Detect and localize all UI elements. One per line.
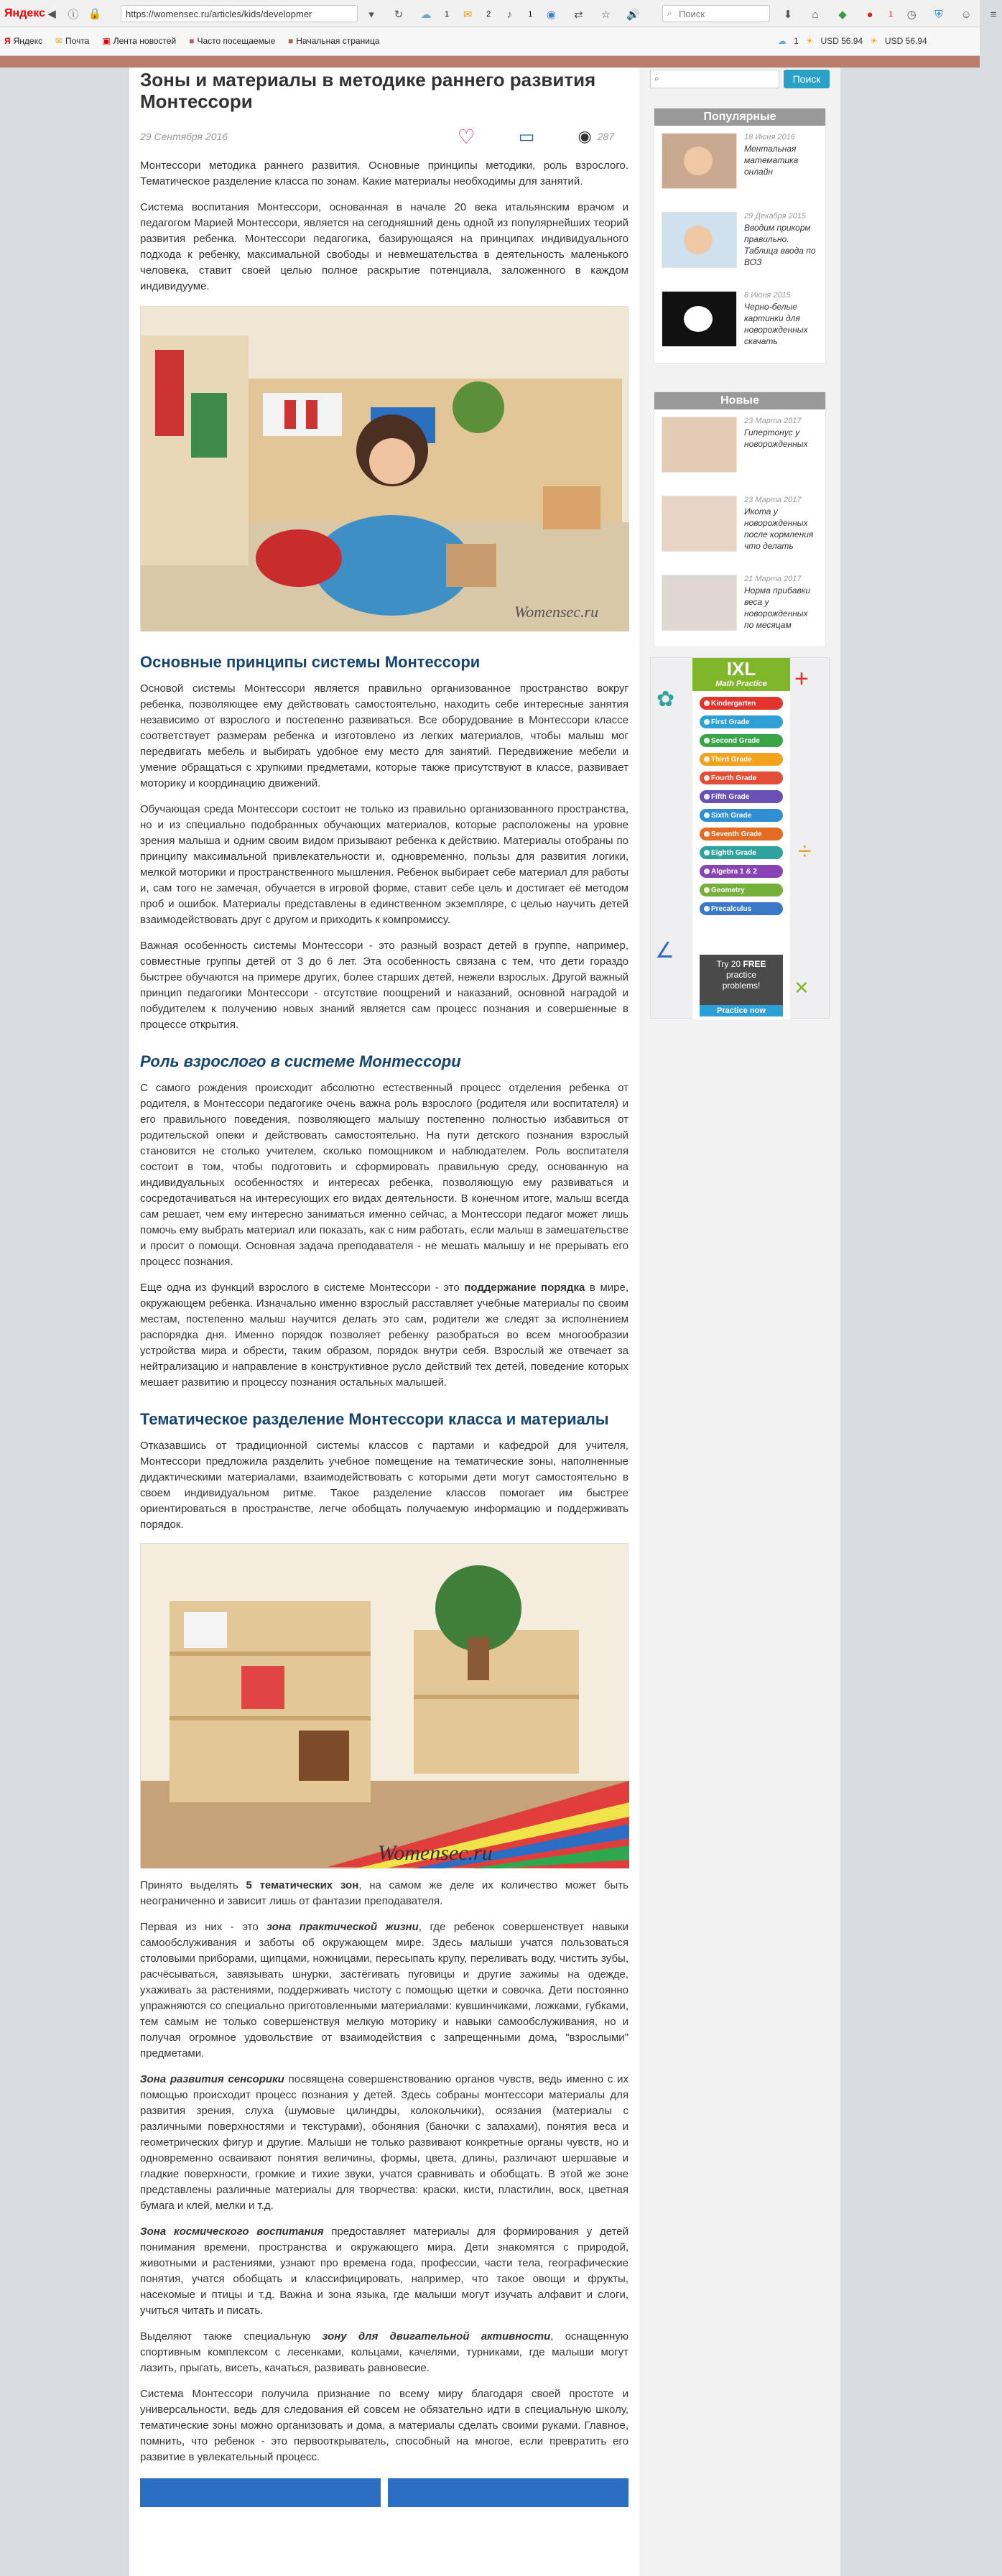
paragraph: Зона развития сенсорики посвящена совершенствованию органов чувств, ведь именно с их помощью происходит процесс познания у детей. Здесь собраны монтессори материалы для развития зрения, слуха (шумовые цилиндры, колокольчики), осязания (материалы с различными поверхностями и текстурами), обоняния (баночки с запахами), понятия веса и геометрических фигур и другие. Малыши не только развивают конкретные органы чувств, но и одновременно осваивают понятия величины, формы, цвета, длины, различают шершавые и гладкие поверхности, громкие и тихие звуки, учатся сравнивать и обобщать. В этой же зоне представлены различные материалы для творчества: краски, кисти, пластилин, воск, цветная бумага и клей, мелки и т.д. xyxy=(140,2073,628,2212)
ad-grade-button[interactable]: Sixth Grade xyxy=(700,809,783,822)
weather-sun-icon: ☀ xyxy=(870,36,878,46)
like-heart-icon[interactable]: ♡ xyxy=(457,125,476,148)
hero-image-child-playing xyxy=(140,306,628,631)
ad-logo: IXL xyxy=(726,658,756,680)
new-heading: Новые xyxy=(654,392,825,409)
yandex-y-icon: Я xyxy=(4,36,11,46)
mail-icon[interactable]: ✉ xyxy=(463,9,473,21)
badge-mail: 2 xyxy=(486,10,491,19)
thumbnail xyxy=(662,291,737,347)
section-heading: Основные принципы системы Монтессори xyxy=(140,653,481,671)
ad-grade-button[interactable]: Fourth Grade xyxy=(700,772,783,784)
ad-offer: Try 20 FREE practice problems! xyxy=(700,955,783,1005)
popular-heading: Популярные xyxy=(654,108,825,126)
bookmark-icon[interactable]: ☆ xyxy=(600,9,611,21)
ad-grade-button[interactable]: Eighth Grade xyxy=(700,846,783,859)
watermark: Womensec.ru xyxy=(378,1841,493,1865)
badge-cloud: 1 xyxy=(794,36,799,46)
thumbnail xyxy=(662,575,737,631)
badge-notification: 1 xyxy=(889,10,894,19)
bottom-ad-banner-left[interactable] xyxy=(140,2478,381,2507)
usd-rate-2[interactable]: USD 56.94 xyxy=(884,36,927,46)
watermark: Womensec.ru xyxy=(514,603,599,621)
ad-grade-button[interactable]: Kindergarten xyxy=(700,697,783,710)
triangle-icon: ∠ xyxy=(655,939,674,963)
section-heading: Роль взрослого в системе Монтессори xyxy=(140,1052,461,1070)
paragraph: Система воспитания Монтессори, основанная в начале 20 века итальянским врачом и педагогом Марией Монтессори, является на сегодняшний день одной из популярнейших теорий развития ребенка. Монтессори педагогика, базирующаяся на принципах индивидуального подхода к ребенку, максимальной свободы и невмешательства в деятельность маленького человека, ставит своей целью полное раскрытие потенциала, заложенного в каждом индивидууме. xyxy=(140,201,628,292)
ad-grade-button[interactable]: Geometry xyxy=(700,884,783,896)
history-icon[interactable]: ◷ xyxy=(906,9,917,21)
search-icon: ⌕ xyxy=(654,73,659,83)
bookmark-news[interactable]: ▣ Лента новостей xyxy=(102,36,177,46)
paragraph: Зона космического воспитания предоставляет материалы для формирования у детей понимания времени, пространства и окружающего мира. Дети знакомятся с природой, животными и растениями, узнают про времена года, профессии, части тела, географические понятия, учатся обобщать и классифицировать, например, что такое овощи и фрукты, насекомые и птицы и т.д. Важна и зона языка, где малыши могут изучать алфавит и слоги, учиться читать и писать. xyxy=(140,2225,628,2317)
paragraph: Основой системы Монтессори является правильно организованное пространство вокруг ребенка, позволяющее ему действовать самостоятельно, находить себе интересные занятия независимо от взрослого и постепенно развиваться. Все оборудование в Монтессори классе соответствует размерам ребенка и изготовлено из легких материалов, чтобы малыш мог передвигать мебель и выбирать удобное ему место для занятий. Передвижение мебели и умение обращаться с хрупкими предметами, которые также присутствуют в классе, развивает моторику и координацию движений. xyxy=(140,682,628,789)
popular-block xyxy=(654,108,826,363)
user-icon[interactable]: ☺ xyxy=(960,8,972,21)
times-sign-icon: × xyxy=(794,974,809,1001)
corner-icon: ✿ xyxy=(657,687,675,711)
news-icon: ▣ xyxy=(102,36,111,46)
folder-icon: ■ xyxy=(189,36,195,46)
bookmark-frequent[interactable]: ■ Часто посещаемые xyxy=(189,36,276,46)
ad-cta-button[interactable]: Practice now xyxy=(700,1005,783,1016)
classroom-illustration xyxy=(141,1544,629,1868)
bookmark-mail[interactable]: ✉ Почта xyxy=(55,36,90,46)
site-search-input[interactable] xyxy=(650,70,779,88)
ad-logo-block xyxy=(692,658,790,691)
weather-icon[interactable]: ☁ xyxy=(420,9,432,21)
paragraph: С самого рождения происходит абсолютно естественный процесс отделения ребенка от родителя, в Монтессори педагогике очень важна роль взрослого (родителя или воспитателя) и его правильного поведения, позволяющего малышу постепенно полностью избавиться от родительской опеки и действовать самостоятельно. На пути детского познания взрослый становится не столько учителем, сколько помощником и наблюдателем. Роль воспитателя состоит в том, чтобы подготовить и сформировать правильную среду, основанную на индивидуальных особенностях и интересах ребенка, позволяющую ему развиваться и сосредотачиваться на интересующих его видах деятельности. В конечном итоге, малыш всегда сам решает, чем ему интересно заниматься именно сейчас, а Монтессори педагог может лишь помочь ему выбрать материал или показать, как с ним работать, если малыш в замешательстве и просит о помощи. Основная задача преподавателя - не мешать малышу и не прерывать его процесс познания. xyxy=(140,1082,628,1268)
shield-icon[interactable]: ⛨ xyxy=(934,8,943,21)
dropdown-icon[interactable]: ▾ xyxy=(368,9,374,21)
info-icon[interactable]: ⓘ xyxy=(68,8,79,21)
site-search-button[interactable]: Поиск xyxy=(784,70,830,88)
badge-music: 1 xyxy=(528,10,533,19)
paragraph: Принято выделять 5 тематических зон, на самом же деле их количество может быть неограниченно и зависит лишь от фантазии преподавателя. xyxy=(140,1879,628,1907)
paragraph: Отказавшись от традиционной системы классов с партами и кафедрой для учителя, Монтессори предложила разделить учебное помещение на тематические зоны, наполненные дидактическими материалами, взаимодействовать с которыми дети могут самостоятельно в своем индивидуальном ритме. Такое разделение классов помогает им быстрее ориентироваться в пространстве, легче обобщать получаемую информацию и поддерживать порядок. xyxy=(140,1440,628,1531)
extension-icon[interactable]: ◆ xyxy=(838,9,847,21)
thumbnail xyxy=(662,417,737,473)
ad-subtitle: Math Practice xyxy=(715,680,767,688)
weather-sun-icon: ☀ xyxy=(805,36,814,46)
section-heading: Тематическое разделение Монтессори класса и материалы xyxy=(140,1410,609,1428)
paragraph: Обучающая среда Монтессори состоит не только из правильно организованного пространства, но и из специально подобранных обучающих материалов, которые расположены на уровне зрения малыша и одним своим видом призывают ребенка к действию. Материалы отобраны по принципу максимальной привлекательности и, одновременно, пользы для развития логики, мелкой моторики и пространственного мышления. Ребенок выбирает себе материал для работы и, сам того не замечая, обучается в игровой форме, ставит себе цель и достигает её методом проб и ошибок. Материалы представлены в единственном экземпляре, с целью научить детей взаимодействовать друг с другом и приходить к компромиссу. xyxy=(140,803,628,926)
ad-grade-list xyxy=(700,697,783,921)
paragraph: Система Монтессори получила признание по всему миру благодаря своей простоте и универсальности, ведь для следования ей совсем не обязательно идти в специальную школу, тематические зоны можно организовать и дома, а материалы сделать своими руками. Главное, помнить, что ребенок - это первооткрыватель, способный на многое, если превратить его развитие в увлекательный процесс. xyxy=(140,2388,628,2463)
thumbnail xyxy=(662,212,737,268)
translate-icon[interactable]: ⇄ xyxy=(574,9,583,21)
article xyxy=(140,68,628,2507)
search-icon: ⌕ xyxy=(667,8,672,18)
bookmarks-bar xyxy=(0,27,980,56)
article-lead: Монтессори методика раннего развития. Основные принципы методики, роль взрослого. Тематическое разделение класса по зонам. Какие материалы необходимы для занятий. xyxy=(140,159,628,187)
search-input[interactable] xyxy=(662,5,770,22)
ad-grade-button[interactable]: Fifth Grade xyxy=(700,790,783,803)
ad-grade-button[interactable]: Precalculus xyxy=(700,902,783,915)
ad-grade-button[interactable]: Third Grade xyxy=(700,753,783,766)
address-bar[interactable] xyxy=(121,5,358,22)
yandex-logo[interactable]: Яндекс xyxy=(4,7,45,19)
ad-grade-button[interactable]: Algebra 1 & 2 xyxy=(700,865,783,878)
envelope-icon: ✉ xyxy=(55,36,63,46)
refresh-icon[interactable]: ↻ xyxy=(394,9,404,21)
menu-icon[interactable]: ≡ xyxy=(990,8,997,21)
paragraph: Первая из них - это зона практической жизни, где ребенок совершенствует навыки самообслуживания и заботы об окружающем мире. Здесь малыши учатся пользоваться столовыми приборами, щипцами, ножницами, пересыпать крупу, переливать воду, чистить зубы, расчёсываться, завязывать шнурки, застёгивать пуговицы и другие зажимы на одежде, ухаживать за растениями, поддерживать чистоту с помощью щетки и совочка. Дети постоянно упражняются со специально приготовленными материалами: кувшинчиками, ложками, губками, тем самым не только совершенствуя мелкую моторику и навыки самообслуживания, но и получая огромное удовольствие от взаимодействия с запрещенными дома, "взрослыми" предметами. xyxy=(140,1921,628,2060)
bookmark-yandex[interactable]: Я Яндекс xyxy=(4,36,42,46)
new-item[interactable]: 23 Марта 2017 Гипертонус у новорожденных xyxy=(654,409,825,488)
article-title: Зоны и материалы в методике раннего развития Монтессори xyxy=(140,69,596,112)
paragraph: Еще одна из функций взрослого в системе Монтессори - это поддержание порядка в мире, окружающем ребенка. Изначально именно взрослый расставляет учебные материалы по своим местам, постепенно малыш научится делать это сам, родители же следят за исполнением распорядка дня. Именно порядок позволяет ребенку разобраться во всем многообразии устройства мира и обрести, таким образом, порядок внутри себя. Взрослый же отвечает за нейтрализацию и направление в конструктивное русло действий тех детей, поведение которых мешает развитию и процессу познания остальных малышей. xyxy=(140,1282,629,1389)
popular-item[interactable]: 8 Июня 2015 Черно-белые картинки для новорожденных скачать xyxy=(654,284,825,363)
folder-icon: ■ xyxy=(288,36,294,46)
notification-icon[interactable]: ● xyxy=(866,8,873,21)
home-icon[interactable]: ⌂ xyxy=(812,8,819,21)
volume-icon[interactable]: 🔊 xyxy=(626,9,640,21)
bottom-ad-banner-right[interactable] xyxy=(388,2478,628,2507)
paragraph: Выделяют также специальную зону для двигательной активности, оснащенную спортивным комплексом с лесенками, кольцами, качелями, турниками, где малыши могут лазить, прыгать, висеть, качаться, развивать равновесие. xyxy=(140,2330,628,2374)
back-icon[interactable]: ◀ xyxy=(47,8,56,20)
eye-icon: ◉ xyxy=(577,127,592,145)
hero-illustration xyxy=(141,307,629,631)
article-date: 29 Сентября 2016 xyxy=(140,131,228,142)
ad-grade-button[interactable]: Second Grade xyxy=(700,734,783,747)
disk-icon[interactable]: ◉ xyxy=(546,9,556,21)
usd-rate-1[interactable]: USD 56.94 xyxy=(820,36,863,46)
thumbnail xyxy=(662,133,737,189)
music-icon[interactable]: ♪ xyxy=(506,8,512,21)
divide-sign-icon: ÷ xyxy=(798,838,812,865)
popular-item[interactable]: 18 Июня 2016 Ментальная математика онлайн xyxy=(654,126,825,205)
new-item[interactable]: 23 Марта 2017 Икота у новорожденных после кормления что делать xyxy=(654,488,825,567)
thumbnail xyxy=(662,496,737,552)
bookmark-home[interactable]: ■ Начальная страница xyxy=(288,36,380,46)
badge-weather: 1 xyxy=(445,10,450,19)
ad-grade-button[interactable]: Seventh Grade xyxy=(700,828,783,840)
site-header-strip xyxy=(0,56,980,68)
new-block xyxy=(654,392,826,647)
popular-item[interactable]: 29 Декабря 2015 Вводим прикорм правильно. Таблица ввода по ВОЗ xyxy=(654,205,825,284)
plus-sign-icon: + xyxy=(794,665,809,692)
ad-grade-button[interactable]: First Grade xyxy=(700,715,783,728)
classroom-image xyxy=(140,1543,628,1868)
browser-toolbar xyxy=(0,0,997,27)
ixl-ad[interactable] xyxy=(650,657,830,1019)
new-item[interactable]: 21 Марта 2017 Норма прибавки веса у новорожденных по месяцам xyxy=(654,567,825,647)
views-counter: ◉ 287 xyxy=(577,127,614,145)
paragraph: Важная особенность системы Монтессори - это разный возраст детей в группе, например, совместные группы детей от 3 до 6 лет. Эта особенность связана с тем, что дети гораздо быстрее обучаются на примере других, более старших детей, нежели взрослых. Другой важный принцип педагогики Монтессори - отсутствие поощрений и наказаний, основной наградой и побудителем к получению новых знаний является сам процесс познания и совершенные в процессе открытия. xyxy=(140,940,628,1031)
comments-icon[interactable]: ▭ xyxy=(518,126,535,147)
lock-icon[interactable]: 🔒 xyxy=(88,8,102,20)
cloud-icon: ☁ xyxy=(778,36,787,46)
download-icon[interactable]: ⬇ xyxy=(783,9,793,21)
